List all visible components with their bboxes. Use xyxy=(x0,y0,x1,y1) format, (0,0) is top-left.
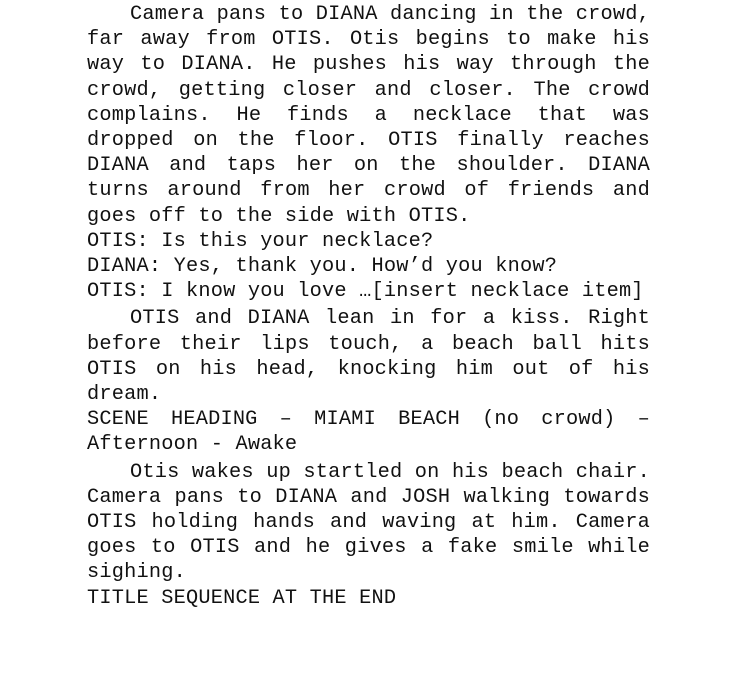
action-paragraph-dance: Camera pans to DIANA dancing in the crowd, far away from OTIS. Otis begins to make his way to DIANA. He pushes his way through the crowd, getting closer and closer. The crowd complains. He finds a necklace that was dropped on the floor. OTIS finally reaches DIANA and taps her on the shoulder. DIANA turns around from her crowd of friends and goes off to the side with OTIS. xyxy=(87,3,650,228)
action-paragraph-kiss: OTIS and DIANA lean in for a kiss. Right before their lips touch, a beach ball hits OTIS on his head, knocking him out of his dream. xyxy=(87,307,650,407)
screenplay-page xyxy=(87,2,650,611)
dialogue-otis-question: OTIS: Is this your necklace? xyxy=(87,229,434,253)
action-paragraph-wakes: Otis wakes up startled on his beach chair. Camera pans to DIANA and JOSH walking towards OTIS holding hands and waving at him. Camera goes to OTIS and he gives a fake smile while sighing. xyxy=(87,460,650,585)
dialogue-otis-reply: OTIS: I know you love …[insert necklace item] xyxy=(87,280,644,304)
dialogue-diana-answer: DIANA: Yes, thank you. How’d you know? xyxy=(87,255,558,279)
scene-heading: SCENE HEADING – MIAMI BEACH (no crowd) – Afternoon - Awake xyxy=(87,408,650,457)
title-sequence-line: TITLE SEQUENCE AT THE END xyxy=(87,586,397,610)
